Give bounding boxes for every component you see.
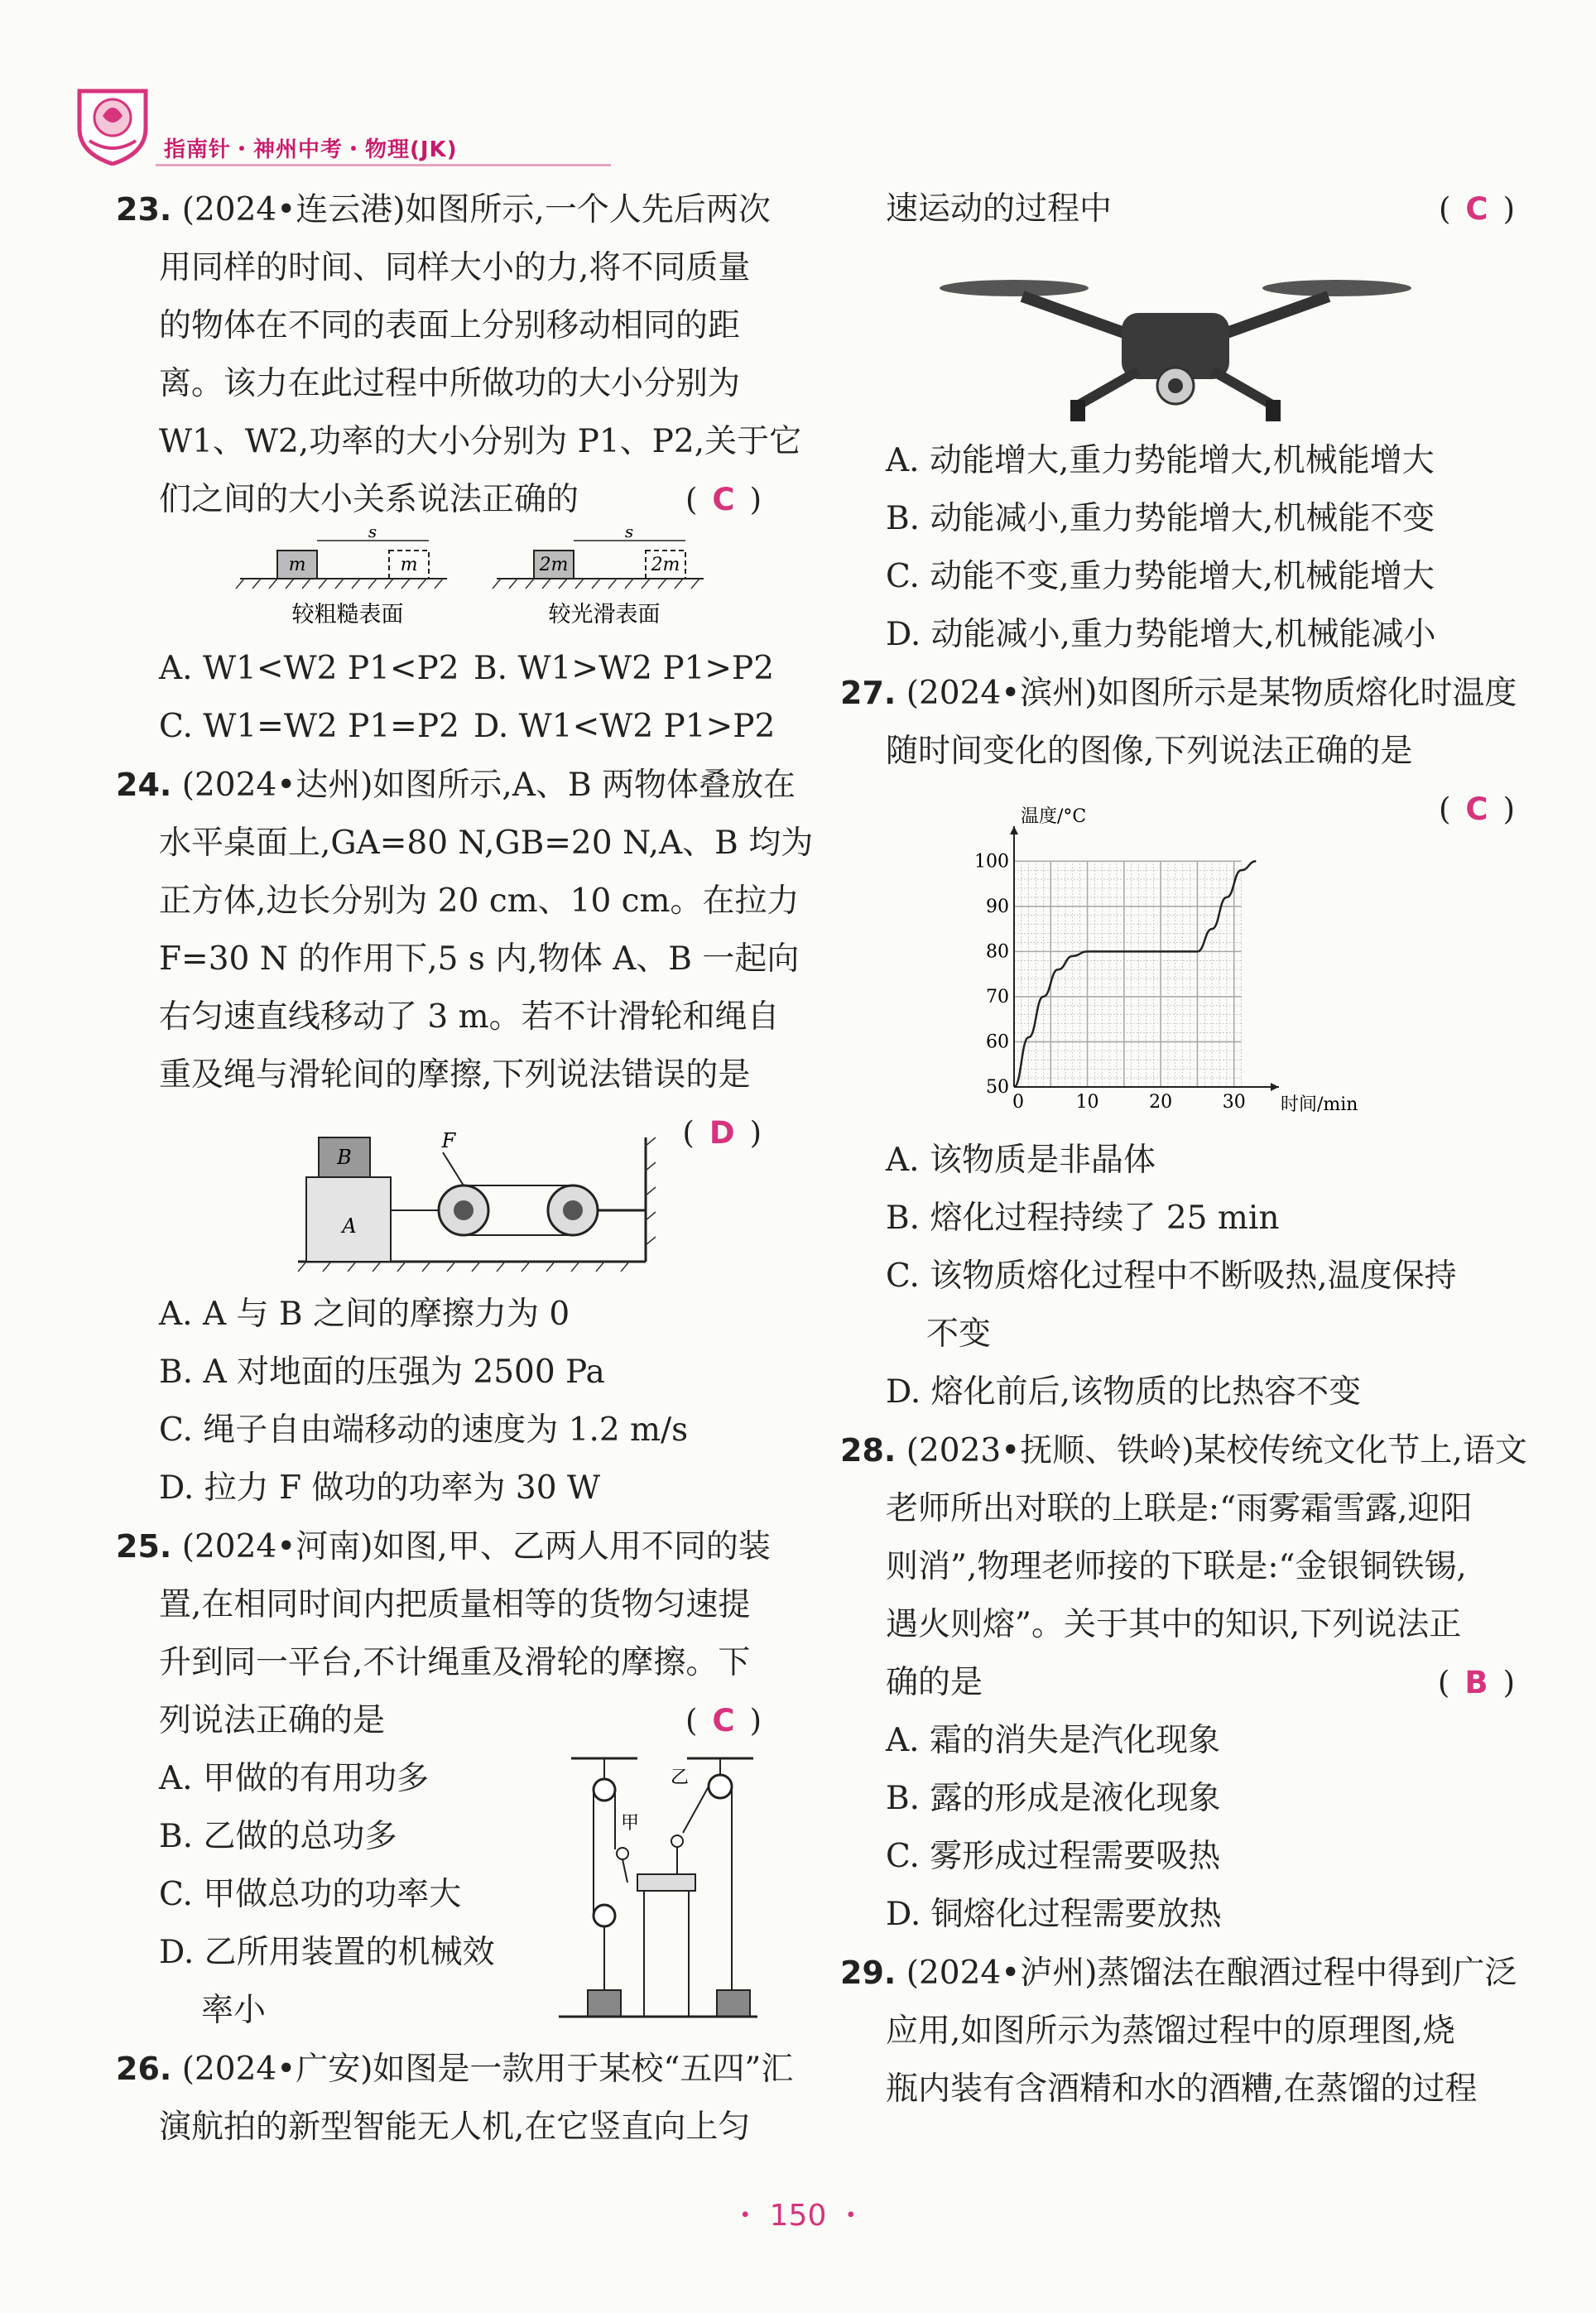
question-26 bbox=[116, 2040, 794, 2157]
q24-line: (2024•达州)如图所示,A、B 两物体叠放在 bbox=[181, 767, 796, 804]
q23-fig-left-surface: 较粗糙表面 bbox=[291, 602, 404, 628]
q24-line: F=30 N 的作用下,5 s 内,物体 A、B 一起向 bbox=[159, 940, 800, 978]
q24-line: 水平桌面上,GA=80 N,GB=20 N,A、B 均为 bbox=[159, 825, 814, 862]
header-divider bbox=[156, 164, 611, 166]
y-tick-label: 80 bbox=[986, 941, 1009, 963]
q25-line: 列说法正确的是 bbox=[159, 1702, 386, 1739]
q29-number: 29. bbox=[840, 1955, 897, 1991]
q23-fig-m: m bbox=[288, 555, 306, 575]
q25-fig-yi: 乙 bbox=[671, 1767, 690, 1788]
q24-line: 右匀速直线移动了 3 m。若不计滑轮和绳自 bbox=[159, 998, 780, 1036]
q29-line: 应用,如图所示为蒸馏过程中的原理图,烧 bbox=[886, 2012, 1455, 2050]
q28-option-d: D. 铜熔化过程需要放热 bbox=[886, 1896, 1222, 1933]
q24-figure bbox=[116, 1104, 762, 1282]
q23-fig-s: s bbox=[368, 529, 377, 541]
q27-option-b: B. 熔化过程持续了 25 min bbox=[886, 1200, 1280, 1237]
header-title: 指南针・神州中考・物理(JK) bbox=[164, 137, 458, 162]
q26-option-b: B. 动能减小,重力势能增大,机械能不变 bbox=[886, 500, 1435, 537]
q25-option-d-cont: 率小 bbox=[201, 1992, 267, 2029]
q25-line: 置,在相同时间内把质量相等的货物匀速提 bbox=[159, 1586, 751, 1623]
q25-option-c: C. 甲做总功的功率大 bbox=[159, 1876, 462, 1913]
q27-option-d: D. 熔化前后,该物质的比热容不变 bbox=[886, 1373, 1362, 1411]
y-tick-label: 100 bbox=[974, 851, 1009, 873]
q25-figure bbox=[555, 1750, 762, 2032]
x-tick-label: 0 bbox=[1012, 1092, 1024, 1113]
q23-fig-2m-dashed: 2m bbox=[651, 555, 680, 575]
q26-number: 26. bbox=[116, 2051, 172, 2087]
q23-line: (2024•连云港)如图所示,一个人先后两次 bbox=[181, 191, 771, 228]
q27-line: (2024•滨州)如图所示是某物质熔化时温度 bbox=[906, 675, 1517, 712]
q24-option-c: C. 绳子自由端移动的速度为 1.2 m/s bbox=[159, 1411, 689, 1449]
q23-option-d: D. W1<W2 P1>P2 bbox=[474, 708, 776, 745]
x-tick-label: 30 bbox=[1222, 1092, 1246, 1113]
right-column bbox=[840, 180, 1527, 2118]
q29-line: (2024•泸州)蒸馏法在酿酒过程中得到广泛 bbox=[906, 1955, 1517, 1992]
q23-option-a: A. W1<W2 P1<P2 bbox=[159, 650, 459, 687]
q24-answer: ( D ) bbox=[682, 1115, 762, 1151]
q28-line: 遇火则熔”。关于其中的知识,下列说法正 bbox=[886, 1606, 1462, 1643]
q25-line: 升到同一平台,不计绳重及滑轮的摩擦。下 bbox=[159, 1644, 751, 1681]
q25-line: (2024•河南)如图,甲、乙两人用不同的装 bbox=[181, 1528, 771, 1565]
y-tick-label: 50 bbox=[986, 1077, 1009, 1098]
q29-line: 瓶内装有含酒精和水的酒糟,在蒸馏的过程 bbox=[886, 2070, 1478, 2108]
q23-option-b: B. W1>W2 P1>P2 bbox=[474, 650, 775, 687]
q23-fig-s2: s bbox=[624, 529, 634, 541]
q24-line: 重及绳与滑轮间的摩擦,下列说法错误的是 bbox=[159, 1056, 751, 1094]
question-27 bbox=[840, 664, 1515, 1421]
q26-option-d: D. 动能减小,重力势能增大,机械能减小 bbox=[886, 616, 1436, 653]
q23-figure bbox=[116, 529, 762, 637]
x-tick-label: 10 bbox=[1075, 1092, 1099, 1113]
y-tick-label: 70 bbox=[986, 986, 1009, 1007]
x-tick-label: 20 bbox=[1149, 1092, 1173, 1113]
q23-line: 的物体在不同的表面上分别移动相同的距 bbox=[159, 307, 741, 344]
q25-option-a: A. 甲做的有用功多 bbox=[159, 1760, 429, 1797]
q23-fig-2m: 2m bbox=[539, 555, 569, 575]
q23-fig-m-dashed: m bbox=[400, 555, 418, 575]
question-24 bbox=[116, 756, 814, 1517]
y-axis-label: 温度/°C bbox=[1021, 806, 1087, 827]
x-axis-arrow bbox=[1271, 1083, 1279, 1091]
q28-option-a: A. 霜的消失是汽化现象 bbox=[886, 1722, 1220, 1759]
q25-number: 25. bbox=[116, 1528, 172, 1565]
q26-option-a: A. 动能增大,重力势能增大,机械能增大 bbox=[886, 442, 1435, 479]
q25-option-d: D. 乙所用装置的机械效 bbox=[159, 1934, 495, 1971]
q23-number: 23. bbox=[116, 191, 172, 228]
q28-line: (2023•抚顺、铁岭)某校传统文化节上,语文 bbox=[906, 1432, 1527, 1469]
q27-option-c: C. 该物质熔化过程中不断吸热,温度保持 bbox=[886, 1257, 1457, 1295]
left-column bbox=[116, 180, 814, 2157]
question-28 bbox=[840, 1421, 1527, 1944]
q27-line: 随时间变化的图像,下列说法正确的是 bbox=[886, 733, 1413, 770]
y-tick-label: 90 bbox=[986, 896, 1009, 917]
q24-fig-A: A bbox=[342, 1214, 357, 1238]
q24-fig-B: B bbox=[337, 1146, 352, 1169]
q28-answer: ( B ) bbox=[1437, 1665, 1515, 1700]
q27-option-c-cont: 不变 bbox=[926, 1315, 992, 1353]
q27-melting-chart bbox=[840, 781, 1515, 1128]
q28-number: 28. bbox=[840, 1432, 897, 1469]
q23-fig-right-surface: 较光滑表面 bbox=[548, 602, 661, 628]
q27-option-a: A. 该物质是非晶体 bbox=[886, 1142, 1156, 1179]
q26-answer: ( C ) bbox=[1438, 191, 1515, 227]
q28-option-c: C. 雾形成过程需要吸热 bbox=[886, 1838, 1221, 1875]
q26-line: 演航拍的新型智能无人机,在它竖直向上匀 bbox=[159, 2109, 751, 2146]
page-number: ・ 150 ・ bbox=[730, 2199, 866, 2233]
q25-fig-jia: 甲 bbox=[621, 1813, 640, 1834]
question-25 bbox=[116, 1517, 771, 2040]
q28-line: 老师所出对联的上联是:“雨雾霜雪露,迎阳 bbox=[886, 1490, 1473, 1527]
q24-fig-F: F bbox=[441, 1129, 456, 1152]
q26-line: (2024•广安)如图是一款用于某校“五四”汇 bbox=[181, 2051, 794, 2088]
question-23 bbox=[116, 180, 802, 756]
q23-answer: ( C ) bbox=[685, 482, 762, 517]
x-axis-label: 时间/min bbox=[1281, 1094, 1358, 1115]
q23-line: W1、W2,功率的大小分别为 P1、P2,关于它 bbox=[159, 423, 802, 460]
q23-option-c: C. W1=W2 P1=P2 bbox=[159, 708, 459, 745]
publisher-logo bbox=[73, 83, 152, 166]
question-29 bbox=[840, 1944, 1515, 2118]
q27-answer: ( C ) bbox=[1438, 791, 1515, 827]
q25-answer: ( C ) bbox=[685, 1703, 762, 1738]
q26-line: 速运动的过程中 bbox=[886, 190, 1113, 228]
q23-line: 用同样的时间、同样大小的力,将不同质量 bbox=[159, 249, 751, 286]
q24-option-b: B. A 对地面的压强为 2500 Pa bbox=[159, 1354, 605, 1391]
q24-line: 正方体,边长分别为 20 cm、10 cm。在拉力 bbox=[159, 882, 800, 920]
q24-number: 24. bbox=[116, 767, 172, 803]
q23-line: 离。该力在此过程中所做功的大小分别为 bbox=[159, 365, 741, 402]
q27-number: 27. bbox=[840, 675, 897, 711]
q24-option-d: D. 拉力 F 做功的功率为 30 W bbox=[159, 1469, 601, 1507]
q25-option-b: B. 乙做的总功多 bbox=[159, 1818, 397, 1855]
q28-option-b: B. 露的形成是液化现象 bbox=[886, 1780, 1221, 1817]
q28-line: 确的是 bbox=[886, 1664, 983, 1701]
q26-option-c: C. 动能不变,重力势能增大,机械能增大 bbox=[886, 558, 1435, 595]
q28-line: 则消”,物理老师接的下联是:“金银铜铁锡, bbox=[886, 1548, 1467, 1585]
y-axis-arrow bbox=[1010, 826, 1018, 834]
q26-drone-figure bbox=[840, 238, 1515, 429]
q24-option-a: A. A 与 B 之间的摩擦力为 0 bbox=[159, 1296, 570, 1333]
q23-line: 们之间的大小关系说法正确的 bbox=[159, 481, 579, 518]
y-tick-label: 60 bbox=[986, 1031, 1009, 1053]
